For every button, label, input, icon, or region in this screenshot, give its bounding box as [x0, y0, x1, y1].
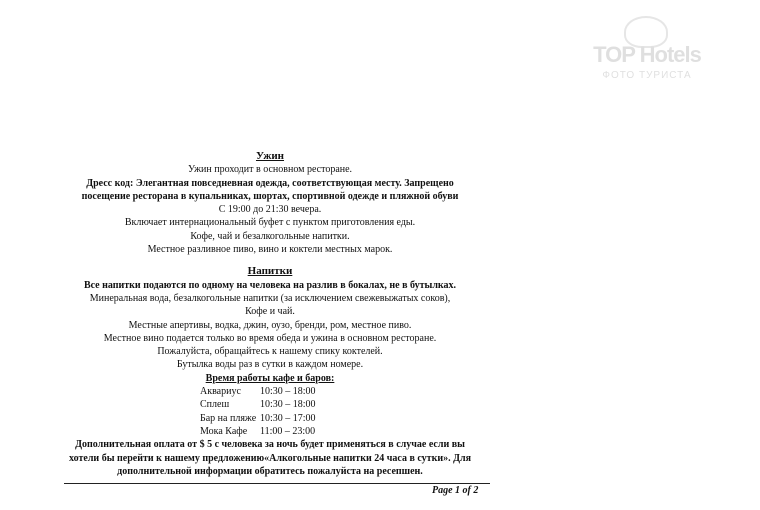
venue-time: 10:30 – 18:00	[260, 386, 316, 398]
hours-title: Время работы кафе и баров:	[205, 372, 335, 384]
drinks-line: Бутылка воды раз в сутки в каждом номере.	[176, 359, 364, 371]
page-number: Page 1 of 2	[432, 485, 479, 496]
venue-time: 11:00 – 23:00	[260, 425, 316, 437]
venue-time: 10:30 – 18:00	[260, 399, 316, 411]
hours-row	[200, 412, 340, 425]
drinks-line: Все напитки подаются по одному на человека на разлив в бокалах, не в бутылках.	[83, 279, 457, 291]
document-body	[60, 150, 480, 478]
drinks-line: Местное вино подается только во время обеда и ужина в основном ресторане.	[103, 332, 437, 344]
drinks-heading: Напитки	[247, 265, 293, 278]
dinner-line: Включает интернациональный буфет с пунктом приготовления еды.	[124, 217, 416, 229]
watermark-logo-text: TOP Hotels	[593, 42, 701, 67]
drinks-line: Пожалуйста, обращайтесь к нашему спику коктелей.	[157, 346, 383, 358]
extra-line: Дополнительная оплата от $ 5 с человека за ночь будет применяться в случае если вы	[75, 439, 465, 451]
venue-name: Сплеш	[200, 399, 230, 411]
footer-divider	[64, 483, 490, 484]
venue-name: Бар на пляже	[200, 412, 257, 424]
dinner-heading: Ужин	[255, 150, 285, 162]
drinks-section	[60, 279, 480, 372]
dinner-line: посещение ресторана в купальниках, шортах, спортивной одежде и пляжной обуви	[81, 190, 459, 202]
hours-table	[200, 385, 340, 438]
venue-name: Аквариус	[200, 386, 241, 398]
dinner-section	[60, 163, 480, 256]
drinks-line: Местные апертивы, водка, джин, оузо, бренди, ром, местное пиво.	[128, 319, 412, 331]
extra-line: хотели бы перейти к нашему предложению«Алкогольные напитки 24 часа в сутки». Для	[68, 452, 471, 464]
dinner-line: Кофе, чай и безалкогольные напитки.	[190, 230, 350, 242]
hours-row	[200, 425, 340, 438]
hours-row	[200, 385, 340, 398]
venue-name: Мока Кафе	[200, 425, 248, 437]
tophotels-watermark	[572, 14, 722, 94]
dinner-line: С 19:00 до 21:30 вечера.	[218, 204, 322, 216]
dinner-line: Ужин проходит в основном ресторане.	[187, 164, 353, 176]
dinner-line: Дресс код: Элегантная повседневная одежда, соответствующая месту. Запрещено	[86, 177, 454, 189]
dinner-line: Местное разливное пиво, вино и коктели местных марок.	[147, 244, 393, 256]
drinks-line: Минеральная вода, безалкогольные напитки (за исключением свежевыжатых соков),	[89, 292, 451, 304]
drinks-line: Кофе и чай.	[245, 306, 295, 318]
extra-line: дополнительной информации обратитесь пожалуйста на ресепшен.	[117, 465, 423, 477]
venue-time: 10:30 – 17:00	[260, 412, 316, 424]
hours-row	[200, 398, 340, 411]
extra-charge-note	[60, 438, 480, 478]
watermark-subtext: ФОТО ТУРИСТА	[602, 70, 692, 81]
